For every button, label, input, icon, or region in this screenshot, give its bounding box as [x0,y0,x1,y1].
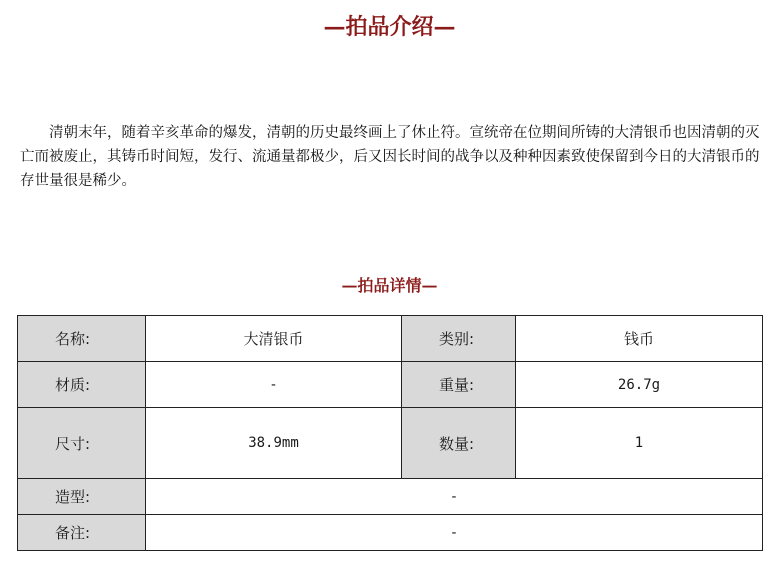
table-row [18,479,763,515]
table-row [18,408,763,479]
material-label: 材质: [18,362,146,408]
material-value: - [146,362,402,408]
table-row [18,362,763,408]
shape-value: - [146,479,763,515]
weight-value: 26.7g [516,362,763,408]
shape-label: 造型: [18,479,146,515]
category-value: 钱币 [516,316,763,362]
quantity-value: 1 [516,408,763,479]
table-row [18,316,763,362]
name-value: 大清银币 [146,316,402,362]
category-label: 类别: [402,316,516,362]
table-row [18,515,763,551]
size-value: 38.9mm [146,408,402,479]
details-table [17,315,763,551]
intro-section-title: —拍品介绍— [323,14,456,40]
name-label: 名称: [18,316,146,362]
size-label: 尺寸: [18,408,146,479]
remarks-label: 备注: [18,515,146,551]
intro-paragraph: 清朝末年，随着辛亥革命的爆发，清朝的历史最终画上了休止符。宣统帝在位期间所铸的大清银币也因清朝的灭亡而被废止，其铸币时间短，发行、流通量都极少，后又因长时间的战争以及种种因素致使保留到今日的大清银币的存世量很是稀少。 [20,125,760,189]
quantity-label: 数量: [402,408,516,479]
details-section-title: —拍品详情— [341,276,438,295]
weight-label: 重量: [402,362,516,408]
remarks-value: - [146,515,763,551]
